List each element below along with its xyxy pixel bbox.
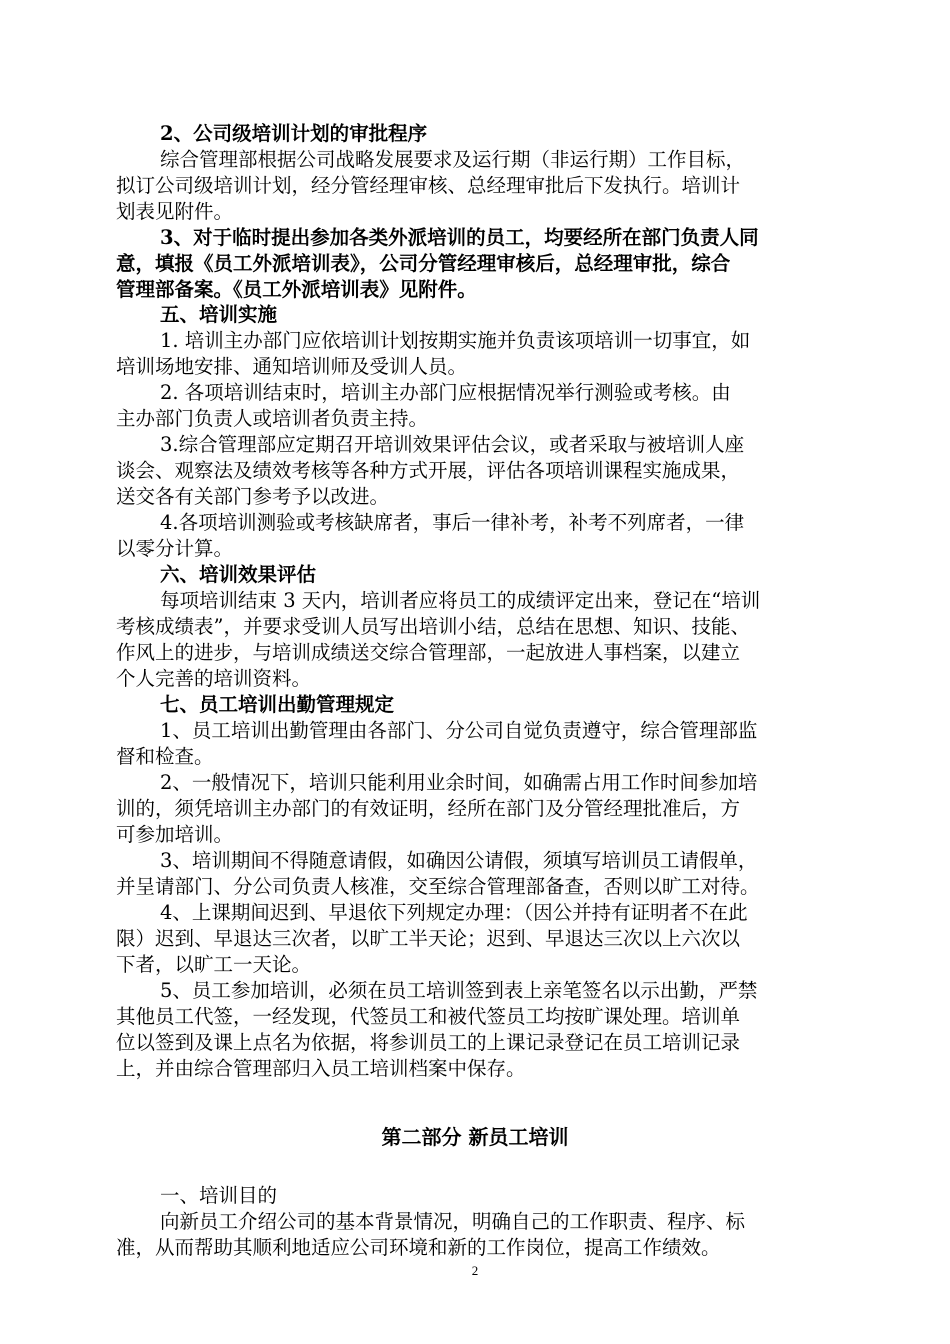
paragraph-line: 3.综合管理部应定期召开培训效果评估会议，或者采取与被培训人座 <box>160 433 745 456</box>
paragraph-line: 限）迟到、早退达三次者，以旷工半天论；迟到、早退达三次以上六次以 <box>116 927 741 950</box>
paragraph-line: 作风上的进步，与培训成绩送交综合管理部，一起放进人事档案，以建立 <box>116 641 741 664</box>
section-heading-training-implementation: 五、培训实施 <box>160 303 278 326</box>
paragraph-line: 2、一般情况下，培训只能利用业余时间，如确需占用工作时间参加培 <box>160 771 758 794</box>
paragraph-line: 谈会、观察法及绩效考核等各种方式开展，评估各项培训课程实施成果， <box>116 459 741 482</box>
section-heading-attendance-rules: 七、员工培训出勤管理规定 <box>160 693 395 716</box>
paragraph-line: 4、上课期间迟到、早退依下列规定办理：（因公并持有证明者不在此 <box>160 901 748 924</box>
subsection-heading-training-purpose: 一、培训目的 <box>160 1184 278 1207</box>
paragraph-line: 准，从而帮助其顺利地适应公司环境和新的工作岗位，提高工作绩效。 <box>116 1236 721 1259</box>
paragraph-line: 位以签到及课上点名为依据，将参训员工的上课记录登记在员工培训记录 <box>116 1031 741 1054</box>
paragraph-line: 5、员工参加培训，必须在员工培训签到表上亲笔签名以示出勤，严禁 <box>160 979 758 1002</box>
paragraph-line: 其他员工代签，一经发现，代签员工和被代签员工均按旷课处理。培训单 <box>116 1005 741 1028</box>
paragraph-line: 可参加培训。 <box>116 823 234 846</box>
paragraph-line: 督和检查。 <box>116 745 214 768</box>
paragraph-line-bold: 3、对于临时提出参加各类外派培训的员工，均要经所在部门负责人同 <box>160 226 759 249</box>
paragraph-line: 1、员工培训出勤管理由各部门、分公司自觉负责遵守，综合管理部监 <box>160 719 758 742</box>
section-heading-effect-evaluation: 六、培训效果评估 <box>160 563 317 586</box>
paragraph-line: 并呈请部门、分公司负责人核准，交至综合管理部备查，否则以旷工对待。 <box>116 875 760 898</box>
paragraph-line: 综合管理部根据公司战略发展要求及运行期（非运行期）工作目标， <box>160 148 746 171</box>
paragraph-line: 下者，以旷工一天论。 <box>116 953 312 976</box>
paragraph-line: 2. 各项培训结束时，培训主办部门应根据情况举行测验或考核。由 <box>160 381 731 404</box>
paragraph-line: 3、培训期间不得随意请假，如确因公请假，须填写培训员工请假单， <box>160 849 758 872</box>
paragraph-line: 每项培训结束 3 天内，培训者应将员工的成绩评定出来，登记在“培训 <box>160 589 761 612</box>
paragraph-line: 以零分计算。 <box>116 537 234 560</box>
paragraph-line: 拟订公司级培训计划，经分管经理审核、总经理审批后下发执行。培训计 <box>116 174 741 197</box>
paragraph-line: 送交各有关部门参考予以改进。 <box>116 485 390 508</box>
paragraph-line: 主办部门负责人或培训者负责主持。 <box>116 407 429 430</box>
paragraph-line-bold: 意，填报《员工外派培训表》，公司分管经理审核后，总经理审批，综合 <box>116 252 731 275</box>
part-title: 第二部分 新员工培训 <box>381 1125 569 1149</box>
heading-approval-procedure: 2、公司级培训计划的审批程序 <box>160 122 428 145</box>
paragraph-line: 培训场地安排、通知培训师及受训人员。 <box>116 355 468 378</box>
paragraph-line: 上，并由综合管理部归入员工培训档案中保存。 <box>116 1057 526 1080</box>
paragraph-line: 个人完善的培训资料。 <box>116 667 312 690</box>
paragraph-line: 4.各项培训测验或考核缺席者，事后一律补考，补考不列席者，一律 <box>160 511 745 534</box>
paragraph-line: 1. 培训主办部门应依培训计划按期实施并负责该项培训一切事宜，如 <box>160 329 751 352</box>
paragraph-line: 考核成绩表”，并要求受训人员写出培训小结，总结在思想、知识、技能、 <box>116 615 750 638</box>
paragraph-line: 划表见附件。 <box>116 200 234 223</box>
paragraph-line-bold: 管理部备案。《员工外派培训表》见附件。 <box>116 278 477 301</box>
paragraph-line: 训的，须凭培训主办部门的有效证明，经所在部门及分管经理批准后，方 <box>116 797 741 820</box>
page-number: 2 <box>471 1263 479 1278</box>
paragraph-line: 向新员工介绍公司的基本背景情况，明确自己的工作职责、程序、标 <box>160 1210 746 1233</box>
